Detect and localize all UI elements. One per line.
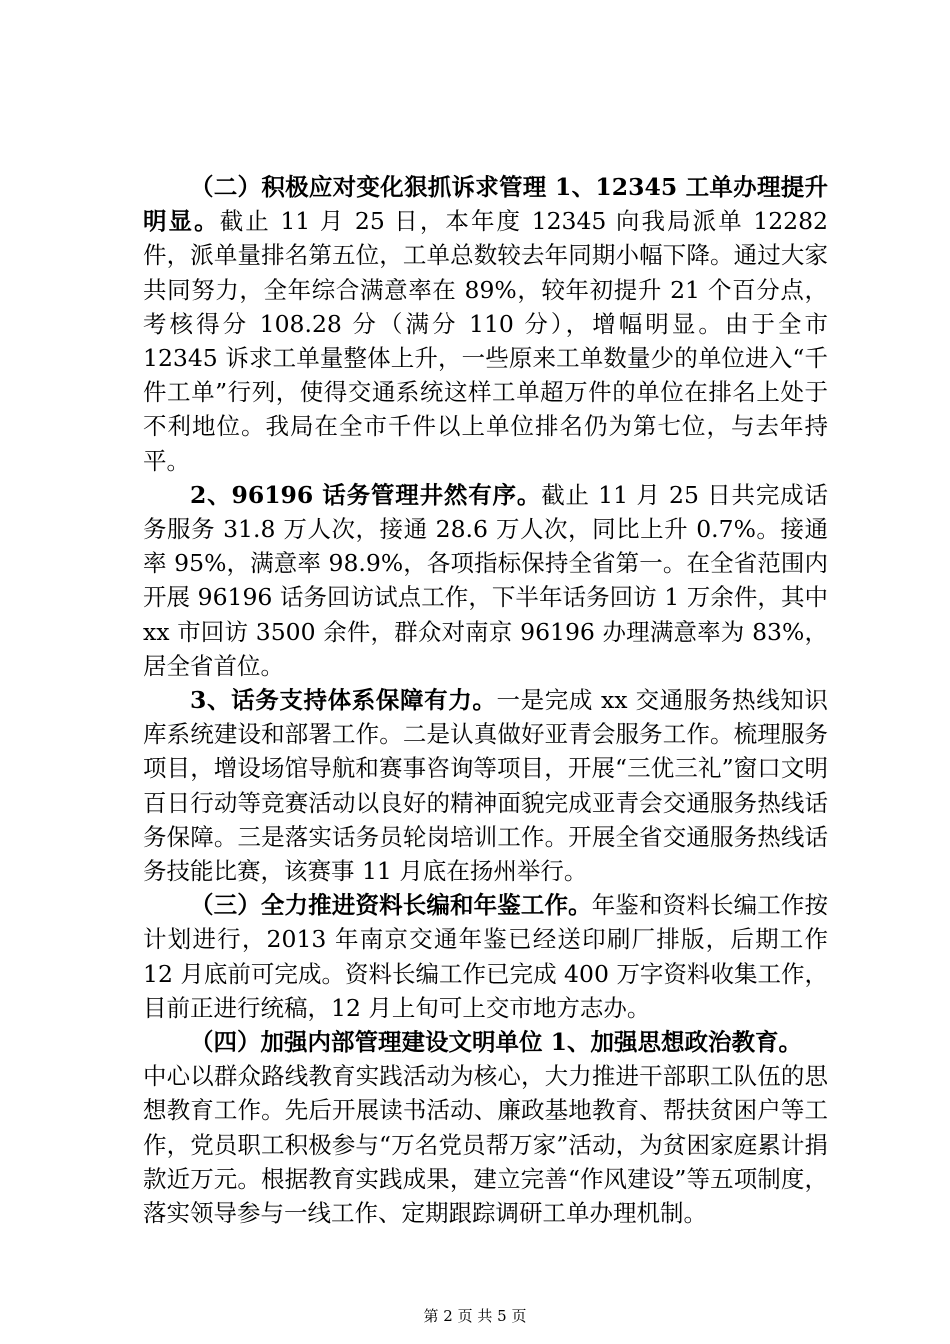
paragraph-text: 年鉴和资料长编工作按计划进行，2013 年南京交通年鉴已经送印刷厂排版，后期工作 12 月底前可完成。资料长编工作已完成 400 万字资料收集工作，目前正进行统稿，12 月上旬可上交市地方志办。 [143,891,829,1022]
paragraph-text: 截止 11 月 25 日，本年度 12345 向我局派单 12282 件，派单量排名第五位，工单总数较去年同期小幅下降。通过大家共同努力，全年综合满意率在 89%，较年初提升 21 个百分点，考核得分 108.28 分（满分 110 分），增幅明显。由于全市 12345 诉求工单量整体上升，一些原来工单数量少的单位进入“千件工单”行列，使得交通系统这样工单超万件的单位在排名上处于不利地位。我局在全市千件以上单位排名仍为第七位，与去年持平。 [143,207,829,475]
paragraph-section-4-heading [143,1025,828,1059]
paragraph-section-3 [143,888,828,1025]
paragraph-heading: （二）积极应对变化狠抓诉求管理 1、12345 工单办理提升明显。 [143,173,828,236]
paragraph-heading: 3、话务支持体系保障有力。 [190,686,497,715]
paragraph-96196 [143,478,828,683]
paragraph-text: 一是完成 xx 交通服务热线知识库系统建设和部署工作。二是认真做好亚青会服务工作。梳理服务项目，增设场馆导航和赛事咨询等项目，开展“三优三礼”窗口文明百日行动等竞赛活动以良好的精神面貌完成亚青会交通服务热线话务保障。三是落实话务员轮岗培训工作。开展全省交通服务热线话务技能比赛，该赛事 11 月底在扬州举行。 [143,686,828,886]
paragraph-heading: （三）全力推进资料长编和年鉴工作。 [190,891,592,920]
paragraph-heading: 2、96196 话务管理井然有序。 [190,480,542,509]
paragraph-heading: （四）加强内部管理建设文明单位 1、加强思想政治教育。 [190,1028,803,1057]
paragraph-text: 截止 11 月 25 日共完成话务服务 31.8 万人次，接通 28.6 万人次，同比上升 0.7%。接通率 95%，满意率 98.9%，各项指标保持全省第一。在全省范围内开展 96196 话务回访试点工作，下半年话务回访 1 万余件，其中 xx 市回访 3500 余件，群众对南京 96196 办理满意率为 83%，居全省首位。 [143,480,828,680]
paragraph-support-system [143,683,828,888]
paragraph-section-2 [143,170,828,478]
page-number-footer: 第 2 页 共 5 页 [423,1307,527,1325]
paragraph-section-4-body [143,1059,828,1230]
paragraph-text: 中心以群众路线教育实践活动为核心，大力推进干部职工队伍的思想教育工作。先后开展读书活动、廉政基地教育、帮扶贫困户等工作，党员职工积极参与“万名党员帮万家”活动，为贫困家庭累计捐款近万元。根据教育实践成果，建立完善“作风建设”等五项制度，落实领导参与一线工作、定期跟踪调研工单办理机制。 [143,1062,828,1228]
document-body [143,170,828,1230]
